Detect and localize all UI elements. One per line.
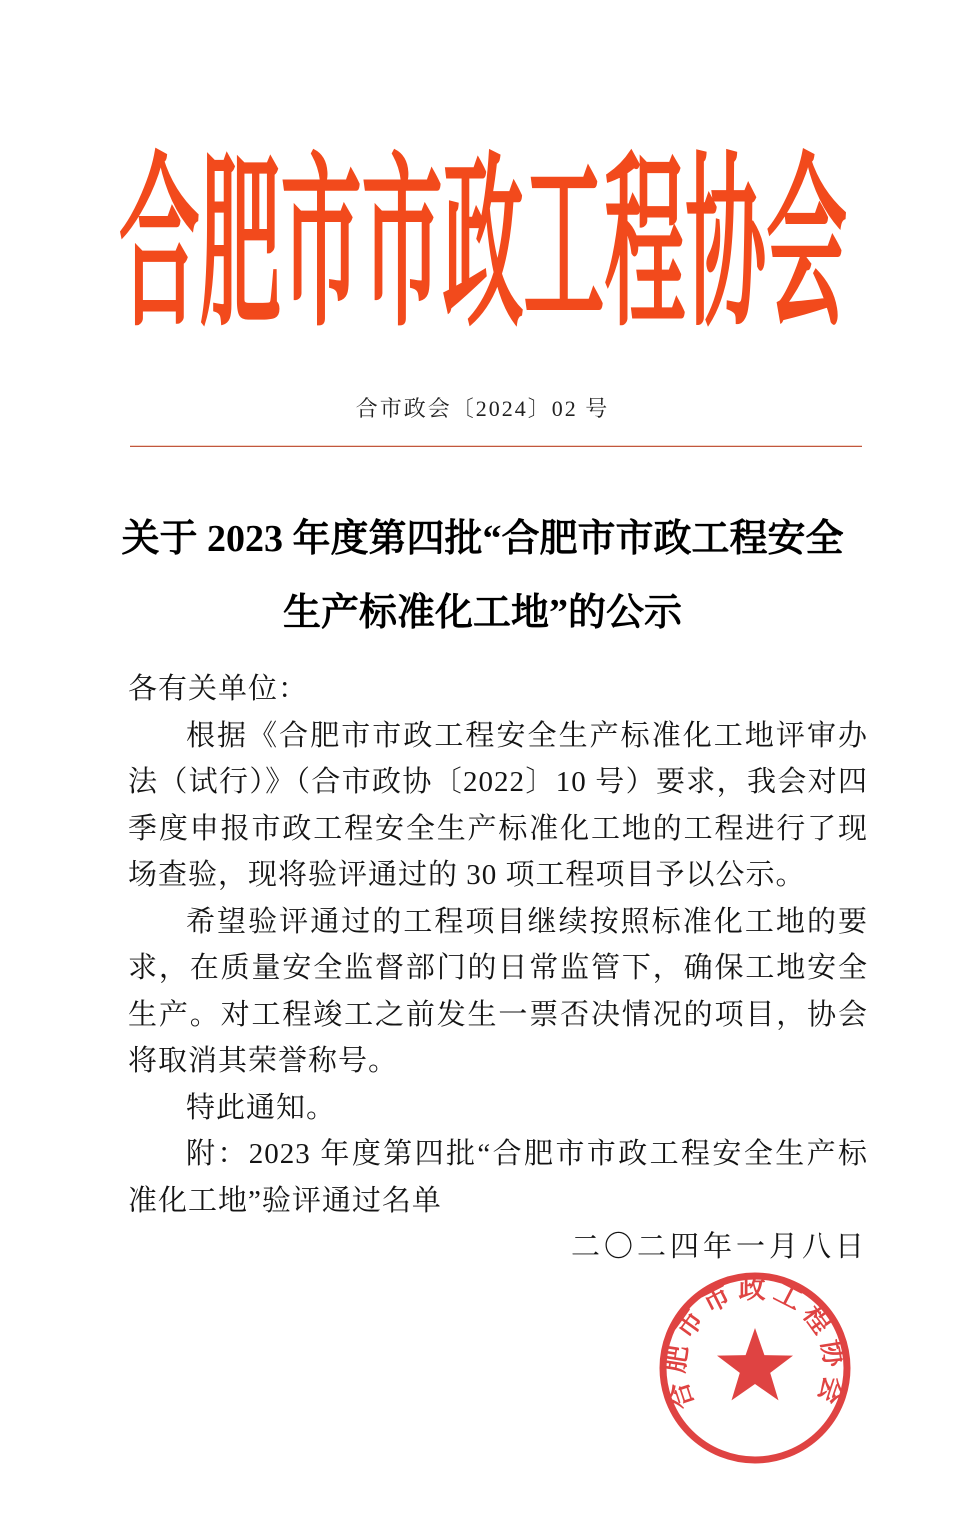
letterhead (0, 143, 965, 349)
document-body (128, 666, 868, 1271)
date-line: 二〇二四年一月八日 (570, 1231, 868, 1263)
paragraph-closing: 特此通知。 (186, 1091, 337, 1124)
doc-title-line1: 关于 2023 年度第四批“合肥市市政工程安全 (121, 518, 844, 560)
seal-arc-text: 合肥市市政工程协会 (659, 1274, 851, 1414)
letterhead-org-name: 合肥市市政工程协会 (118, 143, 847, 349)
paragraph-attachment: 附：2023 年度第四批“合肥市市政工程安全生产标准化工地”验评通过名单 (128, 1138, 868, 1217)
doc-number: 合市政会〔2024〕02 号 (355, 396, 610, 421)
paragraph: 希望验评通过的工程项目继续按照标准化工地的要求，在质量安全监督部门的日常监管下，确保工地安全生产。对工程竣工之前发生一票否决情况的项目，协会将取消其荣誉称号。 (128, 905, 868, 1077)
doc-title-line2: 生产标准化工地”的公示 (282, 592, 682, 634)
salutation: 各有关单位： (128, 673, 309, 705)
paragraph: 根据《合肥市市政工程安全生产标准化工地评审办法（试行）》（合市政协〔2022〕10 号）要求，我会对四季度申报市政工程安全生产标准化工地的工程进行了现场查验，现将验评通过的 30 项工程项目予以公示。 (128, 719, 868, 891)
seal-star-icon (717, 1328, 793, 1400)
seal-ring (663, 1276, 847, 1460)
letterhead-divider (130, 445, 862, 447)
document-page (0, 143, 965, 1514)
official-seal (655, 1268, 855, 1468)
doc-title (60, 502, 905, 650)
svg-text:合肥市市政工程协会 (660, 1274, 851, 1413)
